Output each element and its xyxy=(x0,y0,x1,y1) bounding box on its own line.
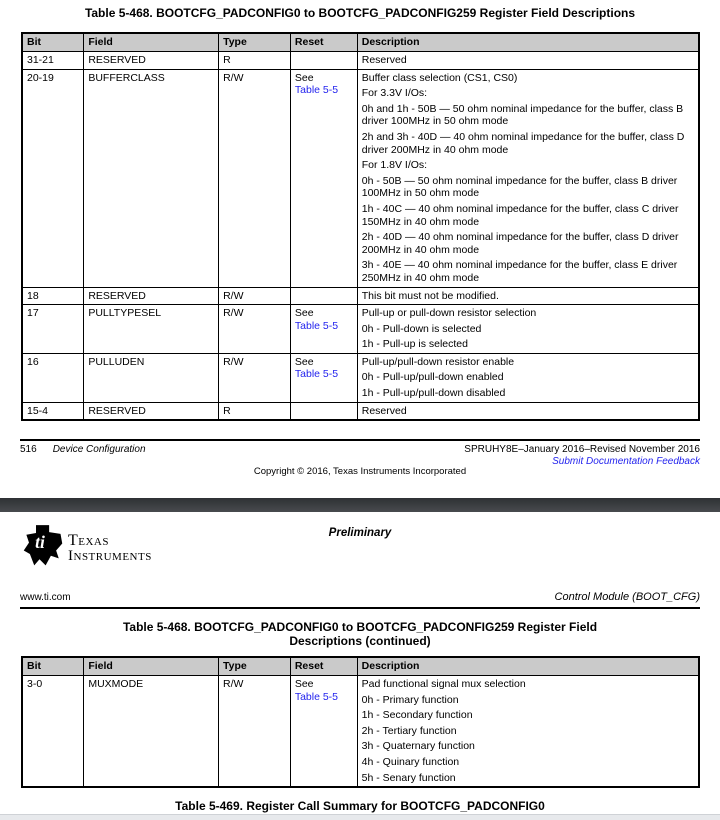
table-5-5-link[interactable]: Table 5-5 xyxy=(294,690,339,703)
description-line: 2h and 3h - 40D — 40 ohm nominal impedance for the buffer, class D driver 200MHz in 40 ohm mode xyxy=(361,130,685,156)
reset-cell xyxy=(290,287,357,305)
table-5-5-link[interactable]: Table 5-5 xyxy=(294,84,339,97)
table-5-5-link[interactable]: Table 5-5 xyxy=(294,368,339,381)
bit-cell: 18 xyxy=(22,287,84,305)
ti-website-link[interactable]: www.ti.com xyxy=(20,592,71,603)
reset-see-text: See xyxy=(294,355,314,368)
description-cell xyxy=(357,305,699,354)
description-line: Pull-up/pull-down resistor enable xyxy=(361,355,515,368)
title-line-1: Table 5-468. BOOTCFG_PADCONFIG0 to BOOTCFG_PADCONFIG259 Register Field xyxy=(122,620,598,634)
header-type: Type xyxy=(219,33,291,52)
table-5-468-title: Table 5-468. BOOTCFG_PADCONFIG0 to BOOTCFG_PADCONFIG259 Register Field Descriptions xyxy=(84,6,636,20)
copyright-notice: Copyright © 2016, Texas Instruments Incorporated xyxy=(253,466,467,477)
field-cell: RESERVED xyxy=(84,287,219,305)
title-line-2: Descriptions (continued) xyxy=(289,634,431,648)
register-table xyxy=(21,656,700,788)
description-line: For 1.8V I/Os: xyxy=(361,159,428,172)
description-line: 4h - Quinary function xyxy=(361,755,460,768)
header-description: Description xyxy=(357,657,699,676)
description-line: 0h - 50B — 50 ohm nominal impedance for the buffer, class B driver 100MHz in 50 ohm mode xyxy=(361,174,678,200)
reset-see-text: See xyxy=(294,71,314,84)
page-footer xyxy=(20,444,700,455)
reset-cell xyxy=(290,305,357,354)
table-row xyxy=(22,353,699,402)
bit-cell: 31-21 xyxy=(22,52,84,70)
bit-cell: 16 xyxy=(22,353,84,402)
field-cell: PULLTYPESEL xyxy=(84,305,219,354)
header-type: Type xyxy=(219,657,291,676)
table-row xyxy=(22,287,699,305)
footer-section-name: Device Configuration xyxy=(52,444,146,455)
table-header-row xyxy=(22,657,699,676)
page-separator xyxy=(0,498,720,512)
reset-cell xyxy=(290,69,357,287)
description-cell xyxy=(357,69,699,287)
preliminary-label: Preliminary xyxy=(328,527,392,539)
table-5-5-link[interactable]: Table 5-5 xyxy=(294,319,339,332)
header-reset: Reset xyxy=(290,657,357,676)
register-table xyxy=(21,32,700,421)
table-row xyxy=(22,402,699,420)
table-row xyxy=(22,52,699,70)
reset-see-text: See xyxy=(294,307,314,320)
type-cell: R/W xyxy=(219,353,291,402)
description-line: Pad functional signal mux selection xyxy=(361,678,526,690)
logo-line-instruments: Instruments xyxy=(68,548,152,564)
description-line: 3h - 40E — 40 ohm nominal impedance for the buffer, class E driver 250MHz in 40 ohm mode xyxy=(361,259,678,284)
table-5-469-title: Table 5-469. Register Call Summary for BOOTCFG_PADCONFIG0 xyxy=(175,799,545,813)
description-line: 0h - Pull-up/pull-down enabled xyxy=(361,371,504,384)
type-cell: R xyxy=(219,52,291,70)
type-cell: R/W xyxy=(219,676,291,788)
header-reset: Reset xyxy=(290,33,357,52)
submit-feedback-link[interactable]: Submit Documentation Feedback xyxy=(552,456,700,467)
reset-cell xyxy=(290,353,357,402)
description-line: Reserved xyxy=(361,404,407,417)
bit-cell: 17 xyxy=(22,305,84,354)
table-row xyxy=(22,69,699,287)
field-cell: MUXMODE xyxy=(84,676,219,788)
table-5-468-continued-title xyxy=(0,620,720,648)
logo-line-texas: Texas xyxy=(68,532,109,549)
field-cell: RESERVED xyxy=(84,52,219,70)
description-line: 1h - 40C — 40 ohm nominal impedance for the buffer, class C driver 150MHz in 40 ohm mode xyxy=(361,202,679,228)
type-cell: R/W xyxy=(219,69,291,287)
next-table-edge xyxy=(0,814,720,820)
description-line: 1h - Secondary function xyxy=(361,709,473,722)
header-rule xyxy=(20,607,700,609)
description-line: 2h - 40D — 40 ohm nominal impedance for the buffer, class D driver 200MHz in 40 ohm mode xyxy=(361,231,679,256)
description-line: For 3.3V I/Os: xyxy=(361,87,428,100)
table-row xyxy=(22,305,699,354)
description-line: This bit must not be modified. xyxy=(361,289,499,302)
field-cell: RESERVED xyxy=(84,402,219,420)
description-cell xyxy=(357,353,699,402)
bit-cell: 15-4 xyxy=(22,402,84,420)
description-cell xyxy=(357,287,699,305)
description-cell xyxy=(357,676,699,788)
type-cell: R/W xyxy=(219,287,291,305)
reset-cell xyxy=(290,52,357,70)
description-line: 1h - Pull-up is selected xyxy=(361,338,468,351)
description-cell xyxy=(357,52,699,70)
bit-cell: 20-19 xyxy=(22,69,84,287)
doc-reference: SPRUHY8E–January 2016–Revised November 2016 xyxy=(464,444,700,455)
chapter-title: Control Module (BOOT_CFG) xyxy=(554,591,700,603)
type-cell: R xyxy=(219,402,291,420)
bit-cell: 3-0 xyxy=(22,676,84,788)
header-description: Description xyxy=(357,33,699,52)
page-number: 516 xyxy=(20,444,37,455)
type-cell: R/W xyxy=(219,305,291,354)
reset-cell xyxy=(290,402,357,420)
header-bit: Bit xyxy=(22,33,84,52)
field-cell: BUFFERCLASS xyxy=(84,69,219,287)
field-cell: PULLUDEN xyxy=(84,353,219,402)
header-bit: Bit xyxy=(22,657,84,676)
description-line: Pull-up or pull-down resistor selection xyxy=(361,307,537,320)
description-line: 2h - Tertiary function xyxy=(361,724,457,737)
table-header-row xyxy=(22,33,699,52)
register-field-table-2 xyxy=(21,656,700,788)
reset-see-text: See xyxy=(294,678,314,690)
header-field: Field xyxy=(84,33,219,52)
description-line: 0h - Primary function xyxy=(361,693,459,706)
table-row xyxy=(22,676,699,788)
description-line: 0h - Pull-down is selected xyxy=(361,322,482,335)
register-field-table-1 xyxy=(21,32,700,421)
footer-rule xyxy=(20,439,700,441)
description-line: Reserved xyxy=(361,54,407,66)
description-line: 3h - Quaternary function xyxy=(361,740,475,753)
description-cell xyxy=(357,402,699,420)
page2-header xyxy=(20,591,700,603)
description-line: 1h - Pull-up/pull-down disabled xyxy=(361,387,506,400)
description-line: Buffer class selection (CS1, CS0) xyxy=(361,71,518,84)
reset-cell xyxy=(290,676,357,788)
svg-text:ti: ti xyxy=(35,531,45,552)
header-field: Field xyxy=(84,657,219,676)
description-line: 0h and 1h - 50B — 50 ohm nominal impedance for the buffer, class B driver 100MHz in 50 ohm mode xyxy=(361,102,684,128)
footer-left xyxy=(20,444,146,455)
description-line: 5h - Senary function xyxy=(361,771,456,784)
